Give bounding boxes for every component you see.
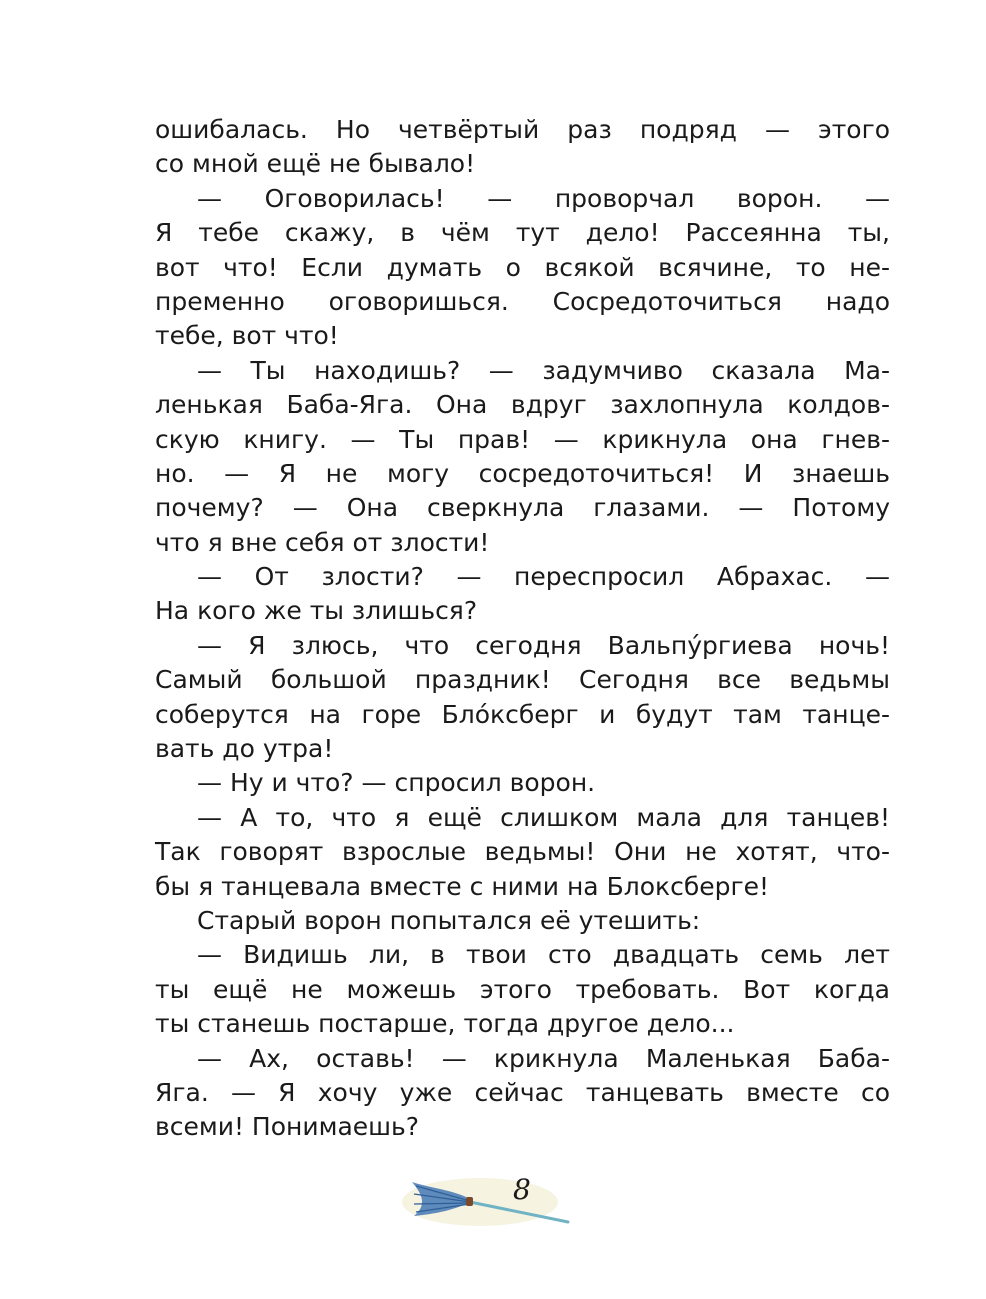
text-line: Так говорят взрослые ведьмы! Они не хотят, что- (155, 837, 890, 867)
text-line: — А то, что я ещё слишком мала для танцев! (197, 802, 890, 832)
text-line: всеми! Понимаешь? (155, 1112, 420, 1142)
text-line: На кого же ты злишься? (155, 596, 478, 626)
page-number: 8 (513, 1173, 531, 1206)
text-line: — Ах, оставь! — крикнула Маленькая Баба- (197, 1043, 890, 1073)
broom-icon (400, 1160, 580, 1240)
text-line: тебе, вот что! (155, 321, 339, 351)
text-line: ты ещё не можешь этого требовать. Вот когда (155, 974, 890, 1004)
text-line: бы я танцевала вместе с ними на Блоксберге! (155, 871, 770, 901)
text-line: — От злости? — переспросил Абрахас. — (197, 562, 890, 592)
text-line: ошибалась. Но четвёртый раз подряд — этого (155, 115, 890, 144)
text-line: со мной ещё не бывало! (155, 149, 476, 179)
text-line: — Ну и что? — спросил ворон. (197, 768, 596, 798)
text-line: вот что! Если думать о всякой всячине, то не- (155, 252, 890, 282)
page-body-text (155, 113, 890, 1145)
text-line: ты станешь постарше, тогда другое дело... (155, 1009, 735, 1039)
text-line: вать до утра! (155, 734, 334, 764)
text-line: что я вне себя от злости! (155, 527, 490, 557)
text-line: соберутся на горе Бло́ксберг и будут там танце- (155, 699, 890, 729)
text-line: — Я злюсь, что сегодня Вальпу́ргиева ночь! (197, 630, 890, 660)
text-line: Яга. — Я хочу уже сейчас танцевать вместе со (155, 1077, 890, 1107)
page-footer (400, 1160, 580, 1240)
text-line: Самый большой праздник! Сегодня все ведьмы (155, 665, 890, 695)
text-line: Старый ворон попытался её утешить: (197, 905, 701, 935)
text-line: — Оговорилась! — проворчал ворон. — (197, 183, 890, 213)
text-line: — Видишь ли, в твои сто двадцать семь лет (197, 940, 890, 970)
text-line: почему? — Она сверкнула глазами. — Потому (155, 493, 890, 523)
text-line: пременно оговоришься. Сосредоточиться надо (155, 286, 890, 316)
text-line: скую книгу. — Ты прав! — крикнула она гнев- (155, 424, 890, 454)
text-line: — Ты находишь? — задумчиво сказала Ма- (197, 355, 890, 385)
text-line: Я тебе скажу, в чём тут дело! Рассеянна ты, (155, 218, 890, 248)
text-line: но. — Я не могу сосредоточиться! И знаешь (155, 458, 890, 488)
text-line: ленькая Баба-Яга. Она вдруг захлопнула колдов- (155, 390, 890, 420)
broom-binding (466, 1197, 473, 1206)
